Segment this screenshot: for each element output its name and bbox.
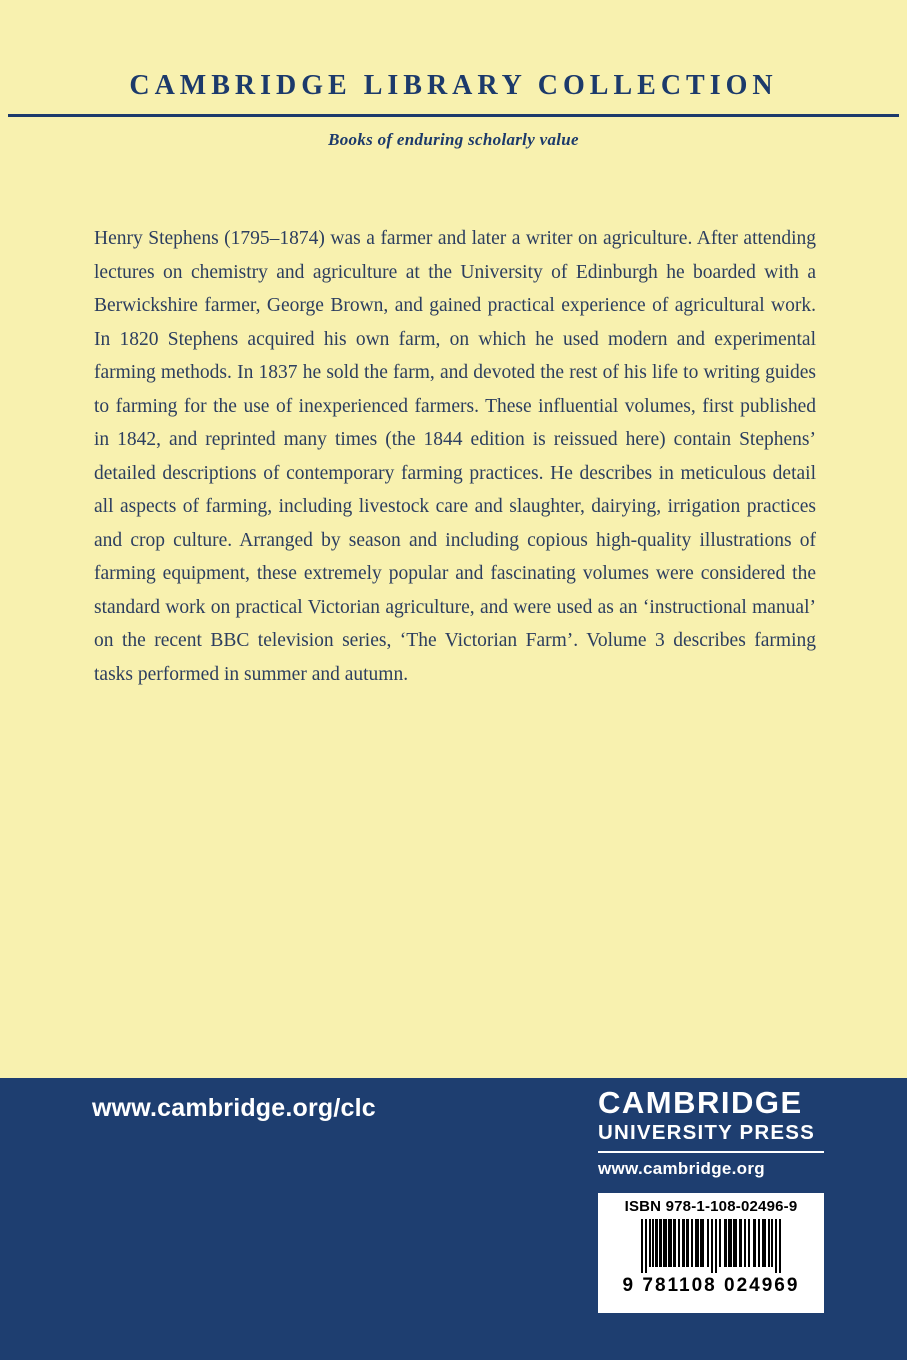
publisher-url-text: www.cambridge.org xyxy=(598,1159,765,1178)
barcode-number: 9 781108 024969 xyxy=(622,1275,800,1296)
publisher-block xyxy=(598,1085,824,1296)
barcode-box xyxy=(598,1193,824,1313)
isbn-label: ISBN 978-1-108-02496-9 xyxy=(624,1198,798,1215)
barcode-bars xyxy=(598,1219,824,1273)
collection-tagline: Books of enduring scholarly value xyxy=(328,130,579,149)
book-description: Henry Stephens (1795–1874) was a farmer and later a writer on agriculture. After attending lectures on chemistry and agriculture at the University of Edinburgh he boarded with a Berwickshire farmer, George Brown, and gained practical experience of agricultural work. In 1820 Stephens acquired his own farm, on which he used modern and experimental farming methods. In 1837 he sold the farm, and devoted the rest of his life to writing guides to farming for the use of inexperienced farmers. These influential volumes, first published in 1842, and reprinted many times (the 1844 edition is reissued here) contain Stephens’ detailed descriptions of contemporary farming practices. He describes in meticulous detail all aspects of farming, including livestock care and slaughter, dairying, irrigation practices and crop culture. Arranged by season and including copious high-quality illustrations of farming equipment, these extremely popular and fascinating volumes were considered the standard work on practical Victorian agriculture, and were used as an ‘instructional manual’ on the recent BBC television series, ‘The Victorian Farm’. Volume 3 describes farming tasks performed in summer and autumn. xyxy=(94,228,816,685)
clc-url-text: www.cambridge.org/clc xyxy=(92,1094,376,1122)
header-rule xyxy=(8,114,899,117)
footer-bar xyxy=(0,1078,907,1360)
publisher-rule xyxy=(598,1151,824,1153)
collection-title: CAMBRIDGE LIBRARY COLLECTION xyxy=(129,70,778,101)
publisher-name-line1: CAMBRIDGE xyxy=(598,1085,803,1120)
publisher-name-line2: UNIVERSITY PRESS xyxy=(598,1121,816,1144)
